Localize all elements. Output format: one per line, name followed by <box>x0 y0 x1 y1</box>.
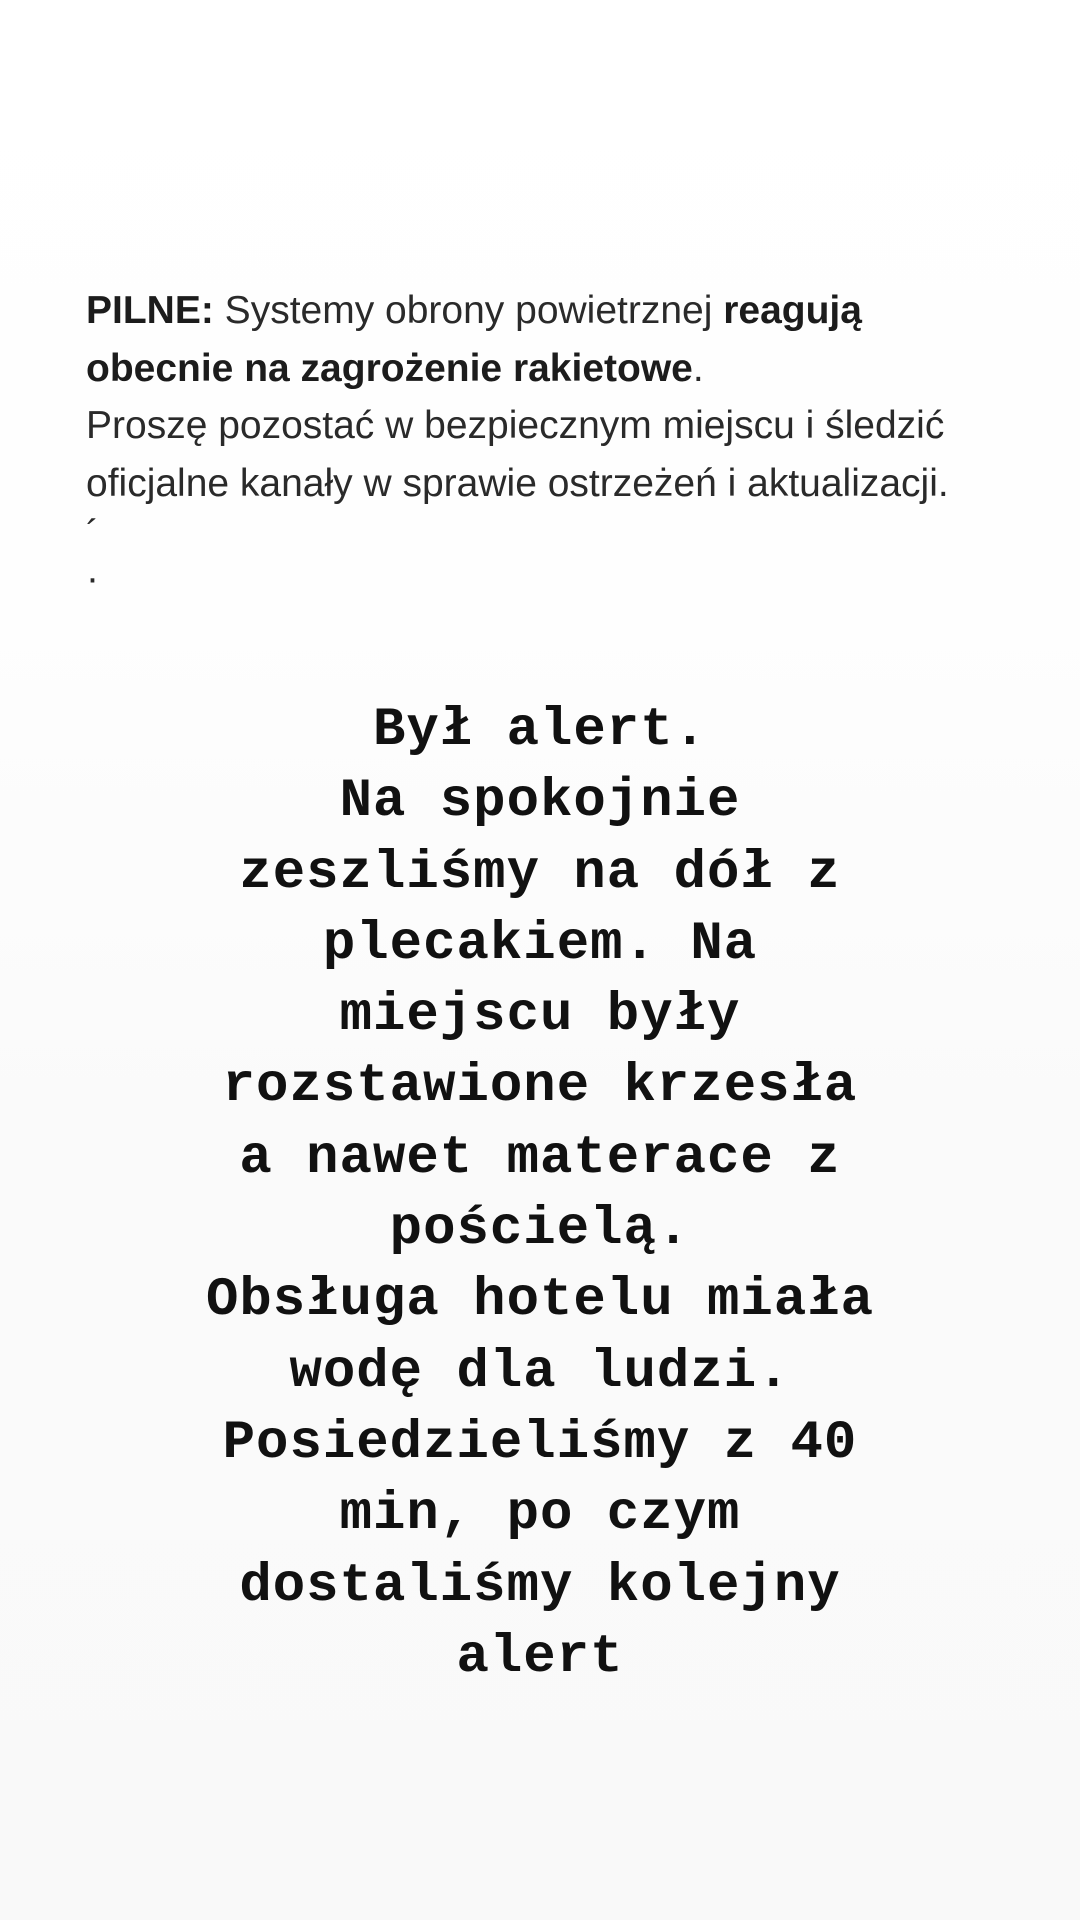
alert-message <box>86 282 1046 512</box>
story-line: min, po czym <box>339 1484 741 1546</box>
story-line: rozstawione krzesła <box>222 1056 858 1118</box>
story-line: pościelą. <box>389 1199 691 1261</box>
alert-line-2-regular: . <box>692 346 704 390</box>
story-line: Obsługa hotelu miała <box>205 1270 875 1332</box>
story-line: Posiedzieliśmy z 40 <box>222 1412 858 1474</box>
story-line: Na spokojnie <box>339 771 741 833</box>
alert-line-2 <box>86 340 1046 398</box>
story-line: dostaliśmy kolejny <box>239 1555 841 1617</box>
alert-line-3: Proszę pozostać w bezpiecznym miejscu i śledzić <box>86 404 945 447</box>
story-line: plecakiem. Na <box>322 913 758 975</box>
story-line: alert <box>456 1626 624 1688</box>
alert-label: PILNE: <box>86 289 214 332</box>
alert-line-1-bold: reagują <box>723 289 862 332</box>
alert-line-1 <box>86 282 1046 340</box>
story-line: a nawet materace z <box>239 1127 841 1189</box>
story-caption <box>0 695 1080 1693</box>
alert-line-4: oficjalne kanały w sprawie ostrzeżeń i aktualizacji. <box>86 461 949 505</box>
story-line: Był alert. <box>372 700 708 761</box>
story-line: zeszliśmy na dół z <box>239 842 841 904</box>
story-line: wodę dla ludzi. <box>289 1341 791 1403</box>
story-line: miejscu były <box>339 985 741 1047</box>
alert-screenshot <box>0 0 1080 600</box>
alert-line-1-regular: Systemy obrony powietrznej <box>213 289 724 332</box>
cut-off-text-fragment: ´ · <box>86 513 113 600</box>
alert-line-2-bold: obecnie na zagrożenie rakietowe <box>86 346 693 390</box>
